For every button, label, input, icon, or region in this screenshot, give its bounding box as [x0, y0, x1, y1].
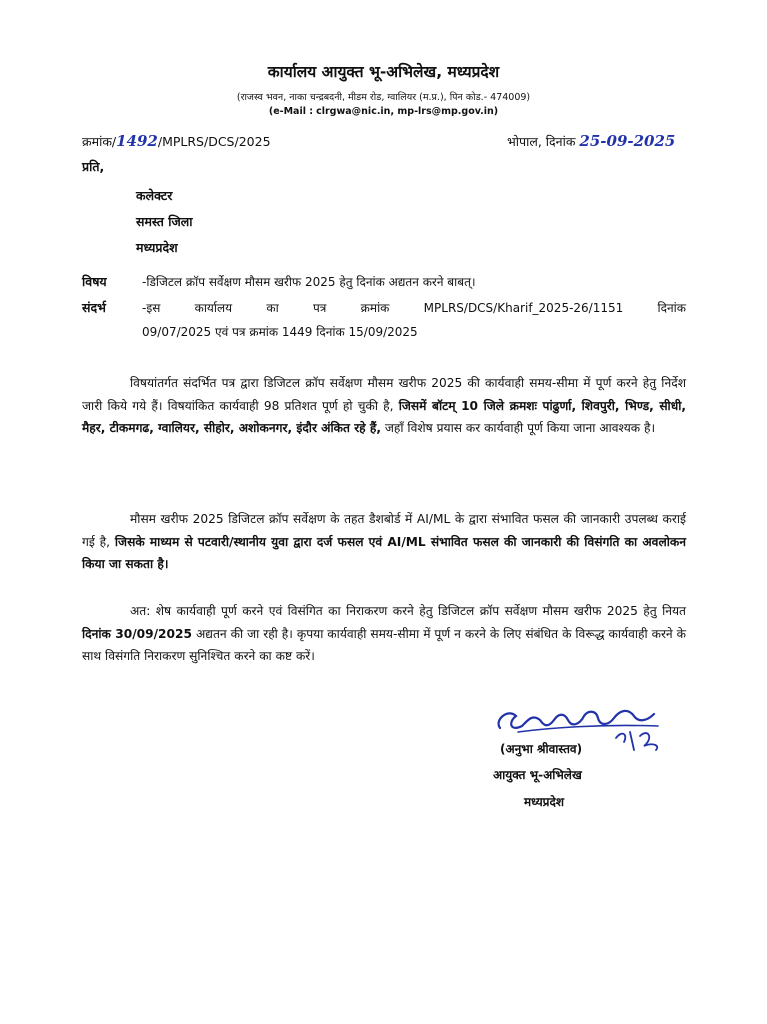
letter-number [82, 132, 271, 150]
paragraph-3 [82, 600, 686, 668]
p1-text-a: विषयांतर्गत संदर्भित पत्र द्वारा डिजिटल क्रॉप सर्वेक्षण मौसम खरीफ 2025 की कार्यवाही समय-सीमा में पूर्ण करने हेतु निर्देश जारी किये गये हैं। विषयांकित कार्यवाही 98 प्रतिशत पूर्ण हो चुकी है, [82, 376, 686, 413]
p3-bold: दिनांक 30/09/2025 [82, 626, 192, 641]
recipient-block [136, 183, 193, 261]
office-address: (राजस्व भवन, नाका चन्द्रबदनी, मीडम रोड, ग्वालियर (म.प्र.), पिन कोड.- 474009) [236, 92, 531, 103]
office-email [0, 106, 767, 117]
reference-line-1: -इस कार्यालय का पत्र क्रमांक MPLRS/DCS/Kharif_2025-26/1151 दिनांक [142, 301, 686, 315]
p1-bold: जिसमें बॉटम् 10 जिले क्रमशः पांढुर्णा, शिवपुरी, भिण्ड, सीधी, मैहर, टीकमगढ, ग्वालियर, सीहोर, अशोकनगर, इंदौर अंकित रहे हैं, [82, 398, 686, 436]
email-label: (e-Mail : [268, 106, 314, 117]
subject-text: -डिजिटल क्रॉप सर्वेक्षण मौसम खरीफ 2025 हेतु दिनांक अद्यतन करने बाबत्। [142, 275, 476, 289]
date-value: 25-09-2025 [579, 132, 676, 150]
kramank-label: क्रमांक/ [82, 134, 117, 149]
recipient-line: मध्यप्रदेश [136, 240, 178, 255]
p2-bold: जिसके माध्यम से पटवारी/स्थानीय युवा द्वारा दर्ज फसल एवं AI/ML संभावित फसल की जानकारी की विसंगति का अवलोकन किया जा सकता है। [82, 534, 686, 572]
paragraph-1 [82, 372, 686, 440]
signatory-state: मध्यप्रदेश [524, 795, 565, 809]
signatory-name: (अनुभा श्रीवास्तव) [500, 742, 583, 756]
signatory-designation: आयुक्त भू-अभिलेख [493, 768, 582, 782]
p2-text-a: मौसम खरीफ 2025 डिजिटल क्रॉप सर्वेक्षण के तहत डैशबोर्ड में AI/ML के द्वारा संभावित फसल की जानकारी उपलब्ध कराई गई है, [82, 512, 686, 549]
recipient-line: कलेक्टर [136, 188, 173, 203]
email-value: clrgwa@nic.in, mp-lrs@mp.gov.in) [316, 106, 499, 117]
reference-line-2: 09/07/2025 एवं पत्र क्रमांक 1449 दिनांक 15/09/2025 [142, 325, 418, 339]
kramank-number: 1492 [116, 132, 158, 150]
subject-label: विषय [82, 274, 107, 289]
prati-label: प्रति, [82, 159, 105, 174]
kramank-suffix: /MPLRS/DCS/2025 [157, 134, 271, 149]
paragraph-2 [82, 508, 686, 576]
letter-date [507, 132, 675, 150]
p3-text-a: अत: शेष कार्यवाही पूर्ण करने एवं विसंगित का निराकरण करने हेतु डिजिटल क्रॉप सर्वेक्षण मौसम खरीफ 2025 हेतु नियत [130, 604, 686, 618]
p1-text-b: जहाँ विशेष प्रयास कर कार्यवाही पूर्ण किया जाना आवश्यक है। [384, 421, 656, 436]
reference-label: संदर्भ [82, 300, 106, 315]
office-title: कार्यालय आयुक्त भू-अभिलेख, मध्यप्रदेश [267, 63, 500, 81]
recipient-line: समस्त जिला [136, 214, 193, 229]
p3-text-b: अद्यतन की जा रही है। कृपया कार्यवाही समय-सीमा में पूर्ण न करने के लिए संबंधित के विरूद्ध कार्यवाही करने के साथ विसंगति निराकरण सुनिश्चित करने का कष्ट करें। [82, 626, 687, 664]
place-date-label: भोपाल, दिनांक [507, 134, 576, 149]
